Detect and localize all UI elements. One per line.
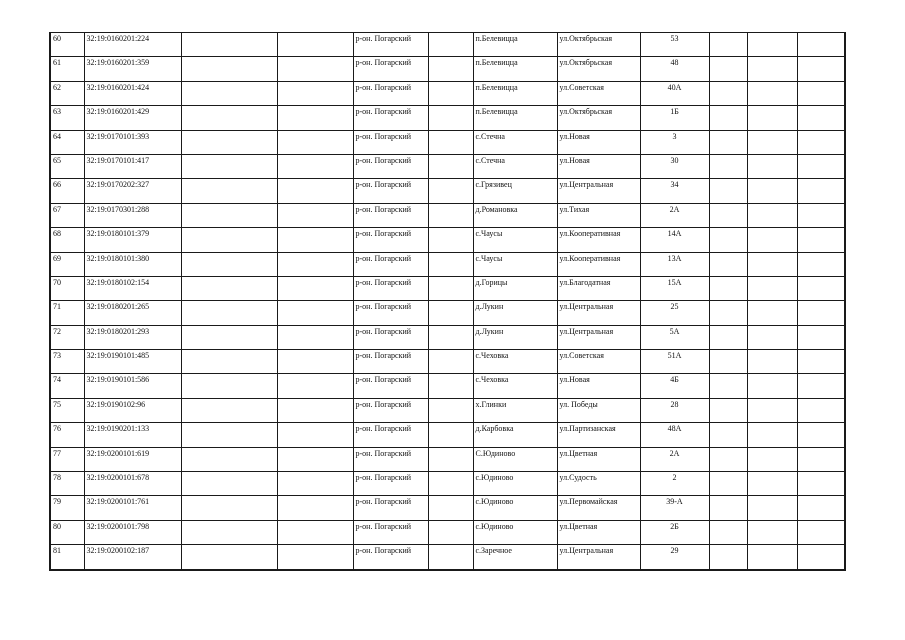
street: ул.Новая [557, 374, 640, 398]
locality: с.Чеховка [473, 374, 557, 398]
empty-cell [747, 520, 797, 544]
house-number: 40А [640, 81, 709, 105]
street: ул.Октябрьская [557, 106, 640, 130]
table-row [50, 520, 845, 544]
house-number: 28 [640, 398, 709, 422]
street: ул.Новая [557, 130, 640, 154]
table-row [50, 57, 845, 81]
row-number: 67 [50, 203, 84, 227]
empty-cell [747, 301, 797, 325]
house-number: 14А [640, 228, 709, 252]
empty-cell [277, 228, 353, 252]
empty-cell [797, 276, 845, 300]
cadastral-number: 32:19:0180201:265 [84, 301, 181, 325]
district: р-он. Погарский [353, 423, 428, 447]
cadastral-number: 32:19:0190102:96 [84, 398, 181, 422]
table-row [50, 545, 845, 570]
cadastral-number: 32:19:0200101:678 [84, 472, 181, 496]
cadastral-number: 32:19:0200102:187 [84, 545, 181, 570]
empty-cell [709, 374, 747, 398]
empty-cell [797, 325, 845, 349]
district: р-он. Погарский [353, 130, 428, 154]
cadastral-number: 32:19:0180102:154 [84, 276, 181, 300]
table-row [50, 423, 845, 447]
empty-cell [181, 398, 277, 422]
cadastral-number: 32:19:0170101:393 [84, 130, 181, 154]
locality: с.Чеховка [473, 350, 557, 374]
empty-cell [428, 33, 473, 57]
empty-cell [181, 106, 277, 130]
locality: С.Юдиново [473, 447, 557, 471]
empty-cell [709, 398, 747, 422]
empty-cell [428, 301, 473, 325]
empty-cell [181, 325, 277, 349]
locality: п.Белевицца [473, 57, 557, 81]
empty-cell [797, 520, 845, 544]
empty-cell [277, 179, 353, 203]
row-number: 75 [50, 398, 84, 422]
empty-cell [428, 447, 473, 471]
row-number: 71 [50, 301, 84, 325]
house-number: 51А [640, 350, 709, 374]
empty-cell [181, 130, 277, 154]
cadastral-number: 32:19:0180101:380 [84, 252, 181, 276]
street: ул.Октябрьская [557, 57, 640, 81]
empty-cell [709, 472, 747, 496]
house-number: 39-А [640, 496, 709, 520]
row-number: 72 [50, 325, 84, 349]
cadastral-number: 32:19:0170101:417 [84, 154, 181, 178]
house-number: 53 [640, 33, 709, 57]
locality: с.Юдиново [473, 472, 557, 496]
house-number: 3 [640, 130, 709, 154]
district: р-он. Погарский [353, 325, 428, 349]
empty-cell [428, 325, 473, 349]
empty-cell [181, 33, 277, 57]
empty-cell [747, 106, 797, 130]
empty-cell [747, 423, 797, 447]
empty-cell [428, 81, 473, 105]
empty-cell [797, 33, 845, 57]
locality: д.Горицы [473, 276, 557, 300]
empty-cell [709, 301, 747, 325]
empty-cell [709, 106, 747, 130]
row-number: 80 [50, 520, 84, 544]
cadastral-number: 32:19:0190101:586 [84, 374, 181, 398]
table-row [50, 496, 845, 520]
table-row [50, 447, 845, 471]
table-row [50, 179, 845, 203]
street: ул.Партизанская [557, 423, 640, 447]
empty-cell [797, 447, 845, 471]
empty-cell [709, 252, 747, 276]
row-number: 65 [50, 154, 84, 178]
cadastral-number: 32:19:0160201:424 [84, 81, 181, 105]
row-number: 60 [50, 33, 84, 57]
empty-cell [747, 472, 797, 496]
district: р-он. Погарский [353, 398, 428, 422]
table-row [50, 154, 845, 178]
cadastral-number: 32:19:0190101:485 [84, 350, 181, 374]
empty-cell [797, 179, 845, 203]
empty-cell [709, 350, 747, 374]
locality: с.Юдиново [473, 520, 557, 544]
empty-cell [277, 423, 353, 447]
empty-cell [181, 545, 277, 570]
empty-cell [709, 179, 747, 203]
cadastral-number: 32:19:0180201:293 [84, 325, 181, 349]
empty-cell [277, 325, 353, 349]
street: ул.Тихая [557, 203, 640, 227]
table-row [50, 81, 845, 105]
empty-cell [747, 57, 797, 81]
row-number: 73 [50, 350, 84, 374]
empty-cell [709, 423, 747, 447]
empty-cell [797, 106, 845, 130]
locality: д.Лукин [473, 301, 557, 325]
cadastral-number: 32:19:0170301:288 [84, 203, 181, 227]
row-number: 74 [50, 374, 84, 398]
empty-cell [747, 545, 797, 570]
street: ул.Центральная [557, 545, 640, 570]
district: р-он. Погарский [353, 179, 428, 203]
empty-cell [181, 350, 277, 374]
locality: д.Лукин [473, 325, 557, 349]
empty-cell [797, 398, 845, 422]
district: р-он. Погарский [353, 154, 428, 178]
district: р-он. Погарский [353, 276, 428, 300]
empty-cell [277, 545, 353, 570]
row-number: 66 [50, 179, 84, 203]
empty-cell [797, 472, 845, 496]
street: ул.Цветная [557, 520, 640, 544]
row-number: 77 [50, 447, 84, 471]
empty-cell [428, 57, 473, 81]
street: ул.Кооперативная [557, 252, 640, 276]
locality: п.Белевицца [473, 33, 557, 57]
street: ул.Центральная [557, 325, 640, 349]
empty-cell [428, 252, 473, 276]
empty-cell [277, 57, 353, 81]
empty-cell [277, 130, 353, 154]
cadastral-number: 32:19:0200101:619 [84, 447, 181, 471]
empty-cell [797, 301, 845, 325]
district: р-он. Погарский [353, 374, 428, 398]
cadastral-number: 32:19:0160201:359 [84, 57, 181, 81]
house-number: 2А [640, 447, 709, 471]
house-number: 48А [640, 423, 709, 447]
house-number: 48 [640, 57, 709, 81]
house-number: 5А [640, 325, 709, 349]
empty-cell [709, 154, 747, 178]
empty-cell [181, 57, 277, 81]
house-number: 1Б [640, 106, 709, 130]
empty-cell [747, 130, 797, 154]
table-row [50, 203, 845, 227]
empty-cell [428, 545, 473, 570]
empty-cell [277, 301, 353, 325]
table-row [50, 276, 845, 300]
empty-cell [747, 228, 797, 252]
table-row [50, 130, 845, 154]
row-number: 69 [50, 252, 84, 276]
empty-cell [181, 81, 277, 105]
empty-cell [181, 276, 277, 300]
locality: с.Стечна [473, 130, 557, 154]
house-number: 2 [640, 472, 709, 496]
locality: с.Грязивец [473, 179, 557, 203]
empty-cell [277, 374, 353, 398]
empty-cell [747, 276, 797, 300]
house-number: 30 [640, 154, 709, 178]
row-number: 70 [50, 276, 84, 300]
empty-cell [181, 252, 277, 276]
empty-cell [709, 520, 747, 544]
empty-cell [428, 203, 473, 227]
district: р-он. Погарский [353, 350, 428, 374]
empty-cell [277, 520, 353, 544]
empty-cell [797, 228, 845, 252]
district: р-он. Погарский [353, 203, 428, 227]
empty-cell [428, 228, 473, 252]
district: р-он. Погарский [353, 447, 428, 471]
empty-cell [181, 472, 277, 496]
district: р-он. Погарский [353, 228, 428, 252]
district: р-он. Погарский [353, 81, 428, 105]
empty-cell [277, 276, 353, 300]
empty-cell [277, 398, 353, 422]
empty-cell [277, 81, 353, 105]
district: р-он. Погарский [353, 252, 428, 276]
street: ул.Новая [557, 154, 640, 178]
empty-cell [797, 252, 845, 276]
locality: д.Романовка [473, 203, 557, 227]
empty-cell [277, 154, 353, 178]
street: ул.Октябрьская [557, 33, 640, 57]
district: р-он. Погарский [353, 106, 428, 130]
empty-cell [181, 447, 277, 471]
cadastral-number: 32:19:0180101:379 [84, 228, 181, 252]
empty-cell [428, 350, 473, 374]
cadastral-number: 32:19:0160201:224 [84, 33, 181, 57]
cadastral-number: 32:19:0160201:429 [84, 106, 181, 130]
table-row [50, 252, 845, 276]
empty-cell [709, 447, 747, 471]
district: р-он. Погарский [353, 301, 428, 325]
empty-cell [277, 106, 353, 130]
empty-cell [428, 472, 473, 496]
row-number: 78 [50, 472, 84, 496]
street: ул.Первомайская [557, 496, 640, 520]
table-row [50, 106, 845, 130]
empty-cell [709, 203, 747, 227]
empty-cell [709, 496, 747, 520]
empty-cell [747, 350, 797, 374]
empty-cell [428, 179, 473, 203]
row-number: 61 [50, 57, 84, 81]
empty-cell [709, 130, 747, 154]
street: ул.Благодатная [557, 276, 640, 300]
street: ул. Победы [557, 398, 640, 422]
locality: х.Глинки [473, 398, 557, 422]
empty-cell [277, 350, 353, 374]
empty-cell [709, 545, 747, 570]
empty-cell [277, 252, 353, 276]
table-body [50, 33, 845, 570]
district: р-он. Погарский [353, 57, 428, 81]
empty-cell [181, 423, 277, 447]
table-row [50, 228, 845, 252]
street: ул.Цветная [557, 447, 640, 471]
street: ул.Центральная [557, 179, 640, 203]
row-number: 63 [50, 106, 84, 130]
empty-cell [428, 106, 473, 130]
house-number: 25 [640, 301, 709, 325]
empty-cell [797, 203, 845, 227]
empty-cell [181, 301, 277, 325]
property-register-table [49, 32, 846, 571]
empty-cell [747, 154, 797, 178]
table-row [50, 398, 845, 422]
empty-cell [428, 276, 473, 300]
house-number: 2Б [640, 520, 709, 544]
empty-cell [747, 179, 797, 203]
empty-cell [747, 374, 797, 398]
empty-cell [747, 496, 797, 520]
district: р-он. Погарский [353, 520, 428, 544]
locality: с.Чаусы [473, 252, 557, 276]
empty-cell [428, 423, 473, 447]
empty-cell [709, 325, 747, 349]
table-row [50, 325, 845, 349]
empty-cell [797, 154, 845, 178]
locality: с.Юдиново [473, 496, 557, 520]
empty-cell [797, 374, 845, 398]
empty-cell [181, 203, 277, 227]
empty-cell [277, 472, 353, 496]
house-number: 4Б [640, 374, 709, 398]
street: ул.Советская [557, 81, 640, 105]
district: р-он. Погарский [353, 33, 428, 57]
empty-cell [181, 228, 277, 252]
street: ул.Советская [557, 350, 640, 374]
table-row [50, 374, 845, 398]
district: р-он. Погарский [353, 472, 428, 496]
empty-cell [797, 423, 845, 447]
empty-cell [428, 398, 473, 422]
empty-cell [747, 203, 797, 227]
empty-cell [428, 130, 473, 154]
street: ул.Кооперативная [557, 228, 640, 252]
row-number: 81 [50, 545, 84, 570]
empty-cell [277, 496, 353, 520]
empty-cell [747, 252, 797, 276]
empty-cell [428, 496, 473, 520]
empty-cell [709, 33, 747, 57]
street: ул.Судость [557, 472, 640, 496]
house-number: 13А [640, 252, 709, 276]
empty-cell [709, 228, 747, 252]
locality: п.Белевицца [473, 81, 557, 105]
empty-cell [797, 545, 845, 570]
empty-cell [797, 57, 845, 81]
empty-cell [797, 350, 845, 374]
empty-cell [277, 447, 353, 471]
locality: п.Белевицца [473, 106, 557, 130]
house-number: 2А [640, 203, 709, 227]
empty-cell [709, 57, 747, 81]
cadastral-number: 32:19:0170202:327 [84, 179, 181, 203]
cadastral-number: 32:19:0200101:761 [84, 496, 181, 520]
locality: с.Заречное [473, 545, 557, 570]
empty-cell [797, 130, 845, 154]
empty-cell [181, 179, 277, 203]
row-number: 79 [50, 496, 84, 520]
empty-cell [747, 447, 797, 471]
table-row [50, 472, 845, 496]
cadastral-number: 32:19:0200101:798 [84, 520, 181, 544]
street: ул.Центральная [557, 301, 640, 325]
row-number: 76 [50, 423, 84, 447]
empty-cell [181, 520, 277, 544]
empty-cell [747, 33, 797, 57]
empty-cell [709, 81, 747, 105]
empty-cell [277, 203, 353, 227]
empty-cell [747, 81, 797, 105]
empty-cell [181, 154, 277, 178]
cadastral-number: 32:19:0190201:133 [84, 423, 181, 447]
empty-cell [181, 374, 277, 398]
empty-cell [709, 276, 747, 300]
house-number: 15А [640, 276, 709, 300]
row-number: 68 [50, 228, 84, 252]
row-number: 64 [50, 130, 84, 154]
table-row [50, 301, 845, 325]
locality: с.Стечна [473, 154, 557, 178]
locality: д.Карбовка [473, 423, 557, 447]
empty-cell [797, 496, 845, 520]
empty-cell [428, 520, 473, 544]
empty-cell [181, 496, 277, 520]
house-number: 29 [640, 545, 709, 570]
empty-cell [428, 154, 473, 178]
row-number: 62 [50, 81, 84, 105]
district: р-он. Погарский [353, 545, 428, 570]
empty-cell [747, 325, 797, 349]
district: р-он. Погарский [353, 496, 428, 520]
empty-cell [428, 374, 473, 398]
table-row [50, 350, 845, 374]
empty-cell [797, 81, 845, 105]
empty-cell [747, 398, 797, 422]
empty-cell [277, 33, 353, 57]
house-number: 34 [640, 179, 709, 203]
table-row [50, 33, 845, 57]
locality: с.Чаусы [473, 228, 557, 252]
